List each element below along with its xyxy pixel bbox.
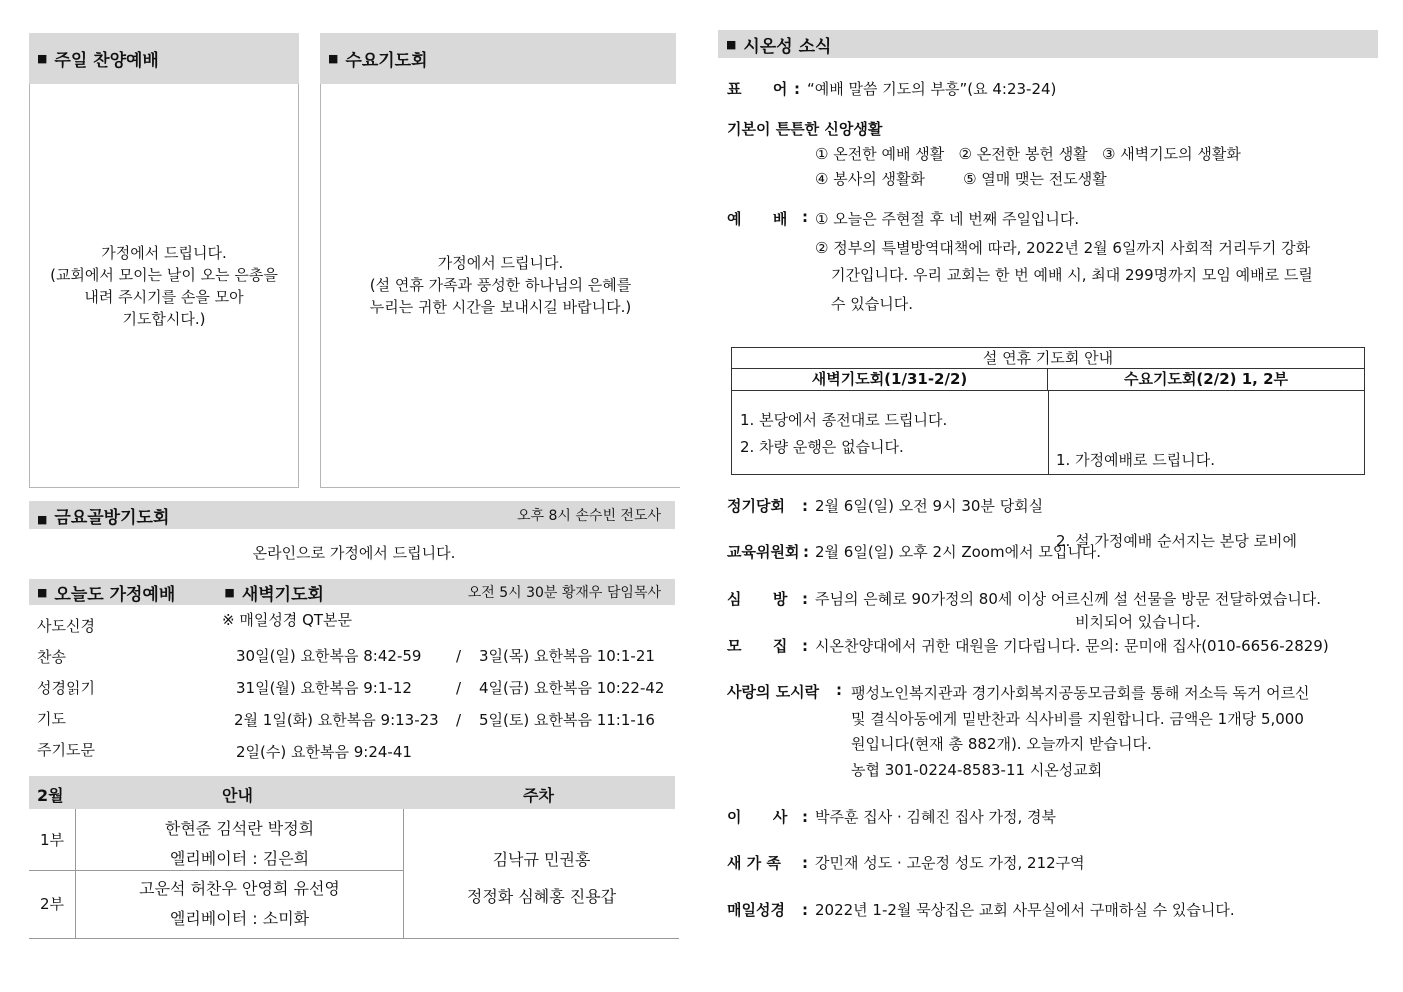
- square-bullet-icon: ■: [37, 52, 48, 65]
- dawn-note: ※ 매일성경 QT본문: [222, 611, 353, 629]
- news-item-label: 모 집: [727, 637, 788, 655]
- sunday-line-3: 내려 주시기를 손을 모아: [84, 288, 244, 306]
- family-item: 찬송: [37, 648, 66, 666]
- friday-prayer-title: 금요골방기도회: [54, 507, 170, 528]
- dawn-info-item: 2. 차량 운행은 없습니다.: [740, 438, 904, 456]
- news-item-label: 교육위원회: [727, 543, 800, 561]
- lunchbox-line: 원입니다(현재 총 882개). 오늘까지 받습니다.: [851, 735, 1152, 753]
- wednesday-line-1: 가정에서 드립니다.: [437, 254, 564, 272]
- news-item-value: 2월 6일(일) 오후 2시 Zoom에서 모입니다.: [815, 543, 1102, 561]
- dawn-reading: 31일(월) 요한복음 9:1-12: [236, 679, 412, 697]
- parking-names: 정정화 심혜홍 진용갑: [466, 887, 617, 906]
- part-label: 1부: [39, 831, 65, 849]
- wednesday-info-item: 1. 가정예배로 드립니다.: [1056, 451, 1216, 469]
- elevator-guide: 엘리베이터 : 소미화: [169, 909, 310, 928]
- sunday-worship-box: [29, 84, 299, 488]
- news-item-value: 주님의 은혜로 90가정의 80세 이상 어르신께 설 선물을 방문 전달하였습니다.: [815, 590, 1322, 608]
- guide-header: 안내: [222, 786, 253, 805]
- family-item: 성경읽기: [37, 679, 95, 697]
- wednesday-prayer-header: [320, 33, 676, 84]
- basics-title: 기본이 튼튼한 신앙생활: [727, 120, 883, 138]
- lunchbox-line: 및 결식아동에게 밑반찬과 식사비를 지원합니다. 금액은 1개당 5,000: [851, 709, 1304, 728]
- service-table-header: [29, 776, 675, 809]
- dawn-reading: 4일(금) 요한복음 10:22-42: [479, 679, 665, 697]
- parking-header: 주차: [523, 786, 554, 805]
- dawn-col-header: 새벽기도회(1/31-2/2): [732, 369, 1048, 391]
- basics-line-1: ① 온전한 예배 생활 ② 온전한 봉헌 생활 ③ 새벽기도의 생활화: [815, 145, 1241, 163]
- worship-item-2-line-3: 수 있습니다.: [831, 295, 913, 313]
- prayer-table-title: 설 연휴 기도회 안내: [732, 348, 1364, 369]
- dawn-left-col: [236, 640, 439, 768]
- sunday-line-1: 가정에서 드립니다.: [101, 244, 227, 262]
- worship-item-2-line-2: 기간입니다. 우리 교회는 한 번 예배 시, 최대 299명까지 모임 예배로 드릴: [831, 266, 1313, 284]
- family-item: 기도: [37, 710, 66, 728]
- dawn-info-item: 1. 본당에서 종전대로 드립니다.: [740, 411, 948, 429]
- worship-item-1: ① 오늘은 주현절 후 네 번째 주일입니다.: [815, 210, 1080, 228]
- sunday-worship-header: [29, 33, 299, 84]
- lunchbox-account: 농협 301-0224-8583-11 시온성교회: [851, 760, 1103, 779]
- dawn-reading: 3일(목) 요한복음 10:1-21: [479, 647, 655, 665]
- service-row: [76, 814, 403, 874]
- family-worship-title: 오늘도 가정예배: [54, 584, 176, 605]
- dawn-col-items: [740, 407, 947, 461]
- guide-names: 고운석 허찬우 안영희 유선영: [139, 879, 340, 898]
- parking-list: [404, 841, 679, 915]
- friday-prayer-header: [29, 501, 675, 529]
- news-item-value: 2022년 1-2월 묵상집은 교회 사무실에서 구매하실 수 있습니다.: [815, 901, 1235, 919]
- wednesday-prayer-box: [320, 84, 680, 488]
- wednesday-col-header: 수요기도회(2/2) 1, 2부: [1048, 369, 1364, 391]
- sunday-line-2: (교회에서 모이는 날이 오는 은총을: [50, 266, 278, 284]
- worship-item-2-line-1: ② 정부의 특별방역대책에 따라, 2022년 2월 6일까지 사회적 거리두기 강화: [815, 239, 1311, 257]
- news-header: [718, 30, 1378, 58]
- lunchbox-label: 사랑의 도시락: [727, 683, 820, 701]
- friday-prayer-info: 오후 8시 손수빈 전도사: [517, 508, 661, 524]
- square-bullet-icon: ■: [328, 52, 339, 65]
- motto-label: 표 어: [727, 80, 788, 98]
- family-worship-list: [37, 611, 95, 766]
- news-item-value: 2월 6일(일) 오전 9시 30분 당회실: [815, 497, 1044, 515]
- dawn-reading: 2일(수) 요한복음 9:24-41: [236, 743, 412, 761]
- sunday-line-4: 기도합시다.): [122, 310, 206, 328]
- friday-prayer-text: 온라인으로 가정에서 드립니다.: [252, 544, 456, 562]
- wednesday-prayer-title: 수요기도회: [345, 51, 428, 71]
- service-row: [76, 874, 403, 934]
- basics-line-2: ④ 봉사의 생활화 ⑤ 열매 맺는 전도생활: [815, 170, 1107, 188]
- family-item: 사도신경: [37, 617, 95, 635]
- family-dawn-header: [29, 579, 675, 605]
- wednesday-line-3: 누리는 귀한 시간을 보내시길 바랍니다.): [369, 298, 632, 316]
- parking-names: 김낙규 민권홍: [492, 850, 591, 869]
- news-item-value: 시온찬양대에서 귀한 대원을 기다립니다. 문의: 문미애 집사(010-6656-2829): [815, 637, 1329, 655]
- wednesday-info-item: 2. 설 가정예배 순서지는 본당 로비에: [1056, 532, 1298, 550]
- dawn-separator: /: [456, 711, 462, 729]
- dawn-reading: 30일(일) 요한복음 8:42-59: [236, 647, 422, 665]
- news-title: 시온성 소식: [743, 36, 832, 57]
- part-label: 2부: [39, 895, 65, 913]
- guide-names: 한현준 김석란 박정희: [164, 819, 315, 838]
- dawn-slash-col: [456, 640, 461, 736]
- wednesday-line-2: (설 연휴 가족과 풍성한 하나님의 은혜를: [369, 276, 632, 294]
- worship-label: 예 배: [727, 210, 788, 228]
- family-item: 주기도문: [37, 741, 95, 759]
- dawn-reading: 2월 1일(화) 요한복음 9:13-23: [234, 711, 439, 729]
- dawn-separator: /: [456, 647, 462, 665]
- square-bullet-icon: ■: [37, 512, 48, 526]
- service-table: [29, 809, 679, 939]
- news-item-label: 새 가 족: [727, 854, 781, 872]
- dawn-prayer-title: 새벽기도회: [241, 584, 324, 605]
- square-bullet-icon: ■: [726, 37, 737, 51]
- news-item-value: 박주훈 집사 · 김혜진 집사 가정, 경북: [815, 808, 1057, 826]
- lunchbox-line: 팽성노인복지관과 경기사회복지공동모금회를 통해 저소득 독거 어르신: [851, 684, 1310, 702]
- sunday-worship-title: 주일 찬양예배: [54, 51, 159, 71]
- square-bullet-icon: ■: [37, 585, 48, 599]
- elevator-guide: 엘리베이터 : 김은희: [169, 849, 310, 868]
- dawn-reading: 5일(토) 요한복음 11:1-16: [479, 711, 655, 729]
- wednesday-info-item: 비치되어 있습니다.: [1056, 613, 1201, 631]
- motto-value: “예배 말씀 기도의 부흥”(요 4:23-24): [807, 80, 1057, 98]
- news-item-label: 이 사: [727, 808, 788, 826]
- square-bullet-icon: ■: [224, 585, 235, 599]
- news-item-label: 정기당회: [727, 497, 785, 515]
- lunchbox-text: [851, 681, 1371, 783]
- news-item-label: 매일성경: [727, 901, 785, 919]
- news-item-value: 강민재 성도 · 고운정 성도 가정, 212구역: [815, 854, 1085, 872]
- dawn-separator: /: [456, 679, 462, 697]
- dawn-right-col: [479, 640, 664, 736]
- month-header: 2월: [37, 786, 64, 805]
- news-item-label: 심 방: [727, 590, 788, 608]
- dawn-prayer-info: 오전 5시 30분 황재우 담임목사: [467, 585, 661, 601]
